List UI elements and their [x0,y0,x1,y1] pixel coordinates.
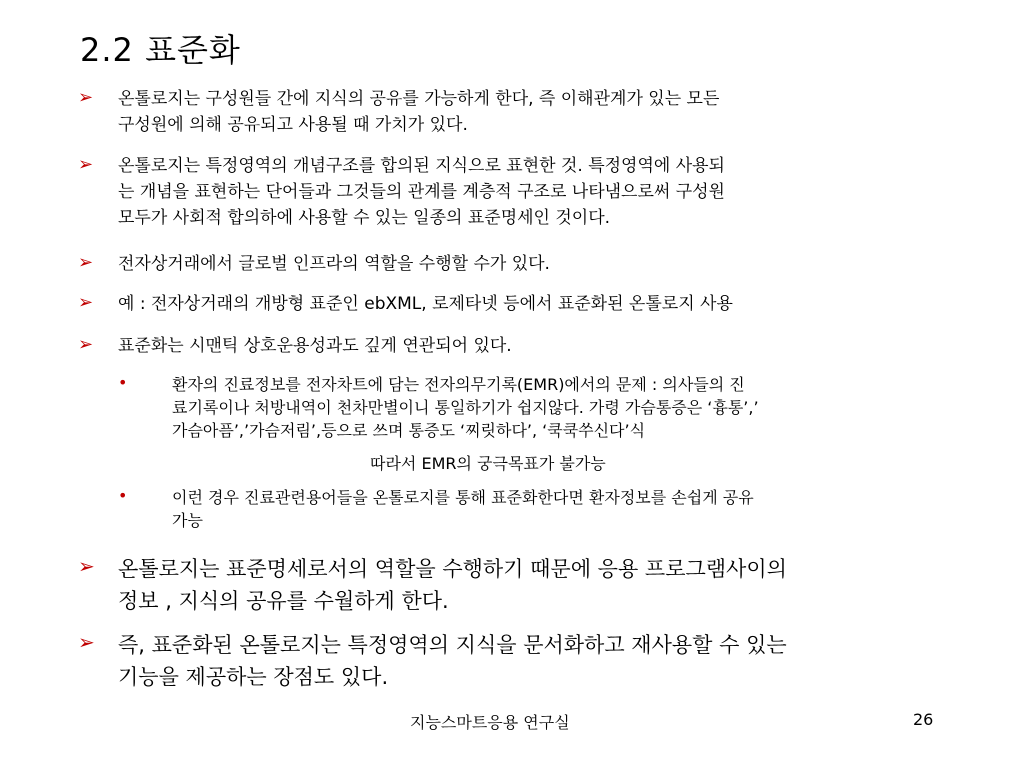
sub-bullet-line: 가슴아픔’,’가슴저림’,등으로 쓰며 통증도 ‘찌릿하다’, ‘쿡쿡쑤신다’식 [172,421,646,440]
bullet-line: 온톨로지는 표준명세로서의 역할을 수행하기 때문에 응용 프로그램사이의 [118,557,787,581]
slide-title: 2.2 표준화 [80,31,241,69]
arrow-bullet-icon: ➢ [78,630,95,654]
bullet-line: 표준화는 시맨틱 상호운용성과도 깊게 연관되어 있다. [118,336,512,356]
arrow-bullet-icon: ➢ [78,554,95,578]
arrow-bullet-icon: ➢ [78,334,94,355]
footer-lab-name: 지능스마트응용 연구실 [410,713,570,732]
bullet-text [118,251,958,277]
bullet-line: 는 개념을 표현하는 단어들과 그것들의 관계를 계층적 구조로 나타냄으로써 구성원 [118,182,725,202]
bullet-line: 기능을 제공하는 장점도 있다. [118,665,389,689]
sub-bullet-text [172,486,980,532]
arrow-bullet-icon: ➢ [78,154,94,175]
bullet-line: 즉, 표준화된 온톨로지는 특정영역의 지식을 문서화하고 재사용할 수 있는 [118,633,787,657]
dot-bullet-icon: • [118,373,128,392]
bullet-line: 정보 , 지식의 공유를 수월하게 한다. [118,589,449,613]
bullet-text [118,86,958,138]
bullet-line: 전자상거래에서 글로벌 인프라의 역할을 수행할 수가 있다. [118,254,550,274]
bullet-text [118,291,958,317]
page-number: 26 [913,710,934,729]
bullet-line: 온톨로지는 구성원들 간에 지식의 공유를 가능하게 한다, 즉 이해관계가 있는 모든 [118,89,720,109]
bullet-text [118,629,958,693]
sub-bullet-line: 환자의 진료정보를 전자차트에 담는 전자의무기록(EMR)에서의 문제 : 의사들의 진 [172,375,745,394]
bullet-text [118,153,958,231]
bullet-line: 모두가 사회적 합의하에 사용할 수 있는 일종의 표준명세인 것이다. [118,208,611,228]
bullet-line: 온톨로지는 특정영역의 개념구조를 합의된 지식으로 표현한 것. 특정영역에 사용되 [118,156,725,176]
bullet-line: 예 : 전자상거래의 개방형 표준인 ebXML, 로제타넷 등에서 표준화된 온톨로지 사용 [118,294,733,314]
sub-bullet-text [172,373,980,442]
bullet-line: 구성원에 의해 공유되고 사용될 때 가치가 있다. [118,115,468,135]
dot-bullet-icon: • [118,486,128,505]
bullet-text [118,553,958,617]
arrow-bullet-icon: ➢ [78,87,94,108]
bullet-text [118,333,958,359]
sub-bullet-line: 가능 [172,511,203,530]
arrow-bullet-icon: ➢ [78,252,94,273]
conclusion-line: 따라서 EMR의 궁극목표가 불가능 [370,454,606,473]
arrow-bullet-icon: ➢ [78,292,94,313]
sub-bullet-line: 료기록이나 처방내역이 천차만별이니 통일하기가 쉽지않다. 가령 가슴통증은 ‘흉통’,’ [172,398,759,417]
sub-bullet-line: 이런 경우 진료관련용어들을 온톨로지를 통해 표준화한다면 환자정보를 손쉽게 공유 [172,488,754,507]
